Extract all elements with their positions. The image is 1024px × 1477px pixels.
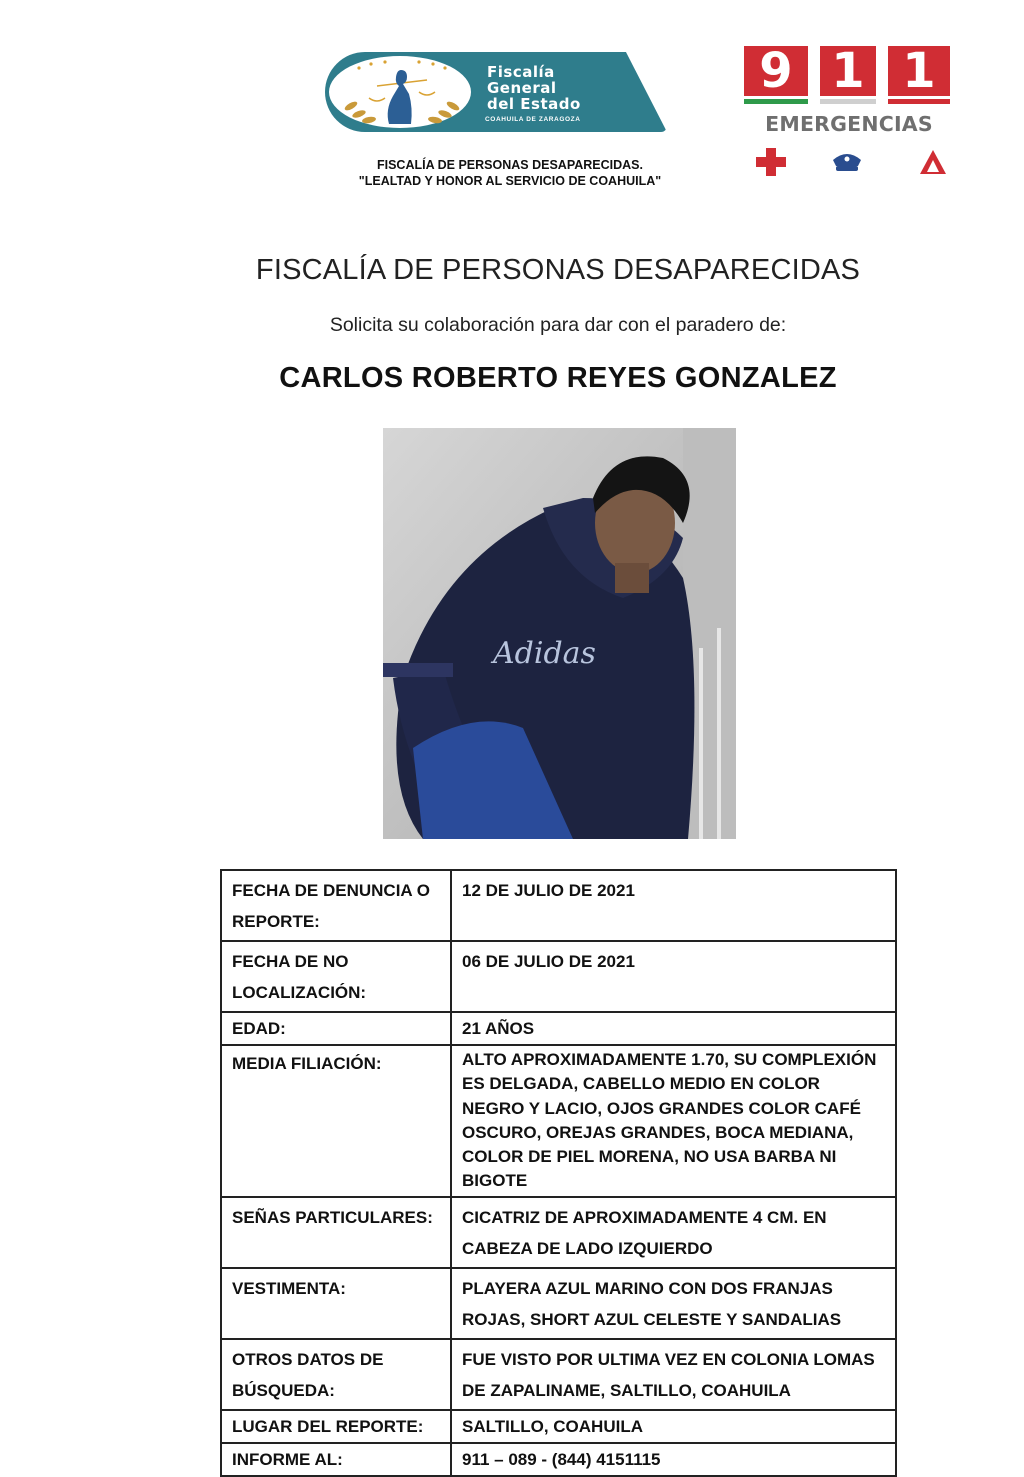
row-value: 911 – 089 - (844) 4151115 (451, 1443, 896, 1476)
row-label: OTROS DATOS DE BÚSQUEDA: (221, 1339, 451, 1410)
missing-person-name: CARLOS ROBERTO REYES GONZALEZ (279, 362, 837, 394)
red-stripe (888, 99, 950, 104)
table-row-edad (221, 1012, 896, 1045)
row-label: VESTIMENTA: (221, 1268, 451, 1339)
emergencias-911-logo (744, 43, 954, 181)
table-row-fecha-denuncia (221, 870, 896, 941)
row-label: EDAD: (221, 1012, 451, 1045)
white-stripe (820, 99, 876, 104)
logo-line-2: General (487, 79, 557, 97)
row-value: ALTO APROXIMADAMENTE 1.70, SU COMPLEXIÓN ES DELGADA, CABELLO MEDIO EN COLOR NEGRO Y LACIO, OJOS GRANDES COLOR CAFÉ OSCURO, OREJAS GRANDES, BOCA MEDIANA, COLOR DE PIEL MORENA, NO USA BARBA NI BIGOTE (451, 1045, 896, 1197)
missing-person-photo (383, 428, 736, 839)
caption-line-2: "LEALTAD Y HONOR AL SERVICIO DE COAHUILA" (358, 174, 662, 188)
row-label: MEDIA FILIACIÓN: (221, 1045, 451, 1197)
row-value: FUE VISTO POR ULTIMA VEZ EN COLONIA LOMAS DE ZAPALINAME, SALTILLO, COAHUILA (451, 1339, 896, 1410)
row-value: CICATRIZ DE APROXIMADAMENTE 4 CM. EN CABEZA DE LADO IZQUIERDO (451, 1197, 896, 1268)
row-value: SALTILLO, COAHUILA (451, 1410, 896, 1443)
green-stripe (744, 99, 808, 104)
row-value: 21 AÑOS (451, 1012, 896, 1045)
table-row-informe-al (221, 1443, 896, 1476)
fire-icon (916, 146, 950, 176)
row-label: INFORME AL: (221, 1443, 451, 1476)
request-text: Solicita su colaboración para dar con el paradero de: (329, 314, 787, 336)
fiscalia-logo-text (487, 64, 581, 112)
digit-1b: 1 (888, 46, 950, 96)
table-row-vestimenta (221, 1268, 896, 1339)
emergencias-text: EMERGENCIAS (765, 112, 933, 136)
table-row-media-filiacion (221, 1045, 896, 1197)
table-row-senas-particulares (221, 1197, 896, 1268)
row-value: 12 DE JULIO DE 2021 (451, 870, 896, 941)
row-value: 06 DE JULIO DE 2021 (451, 941, 896, 1012)
row-label: FECHA DE NO LOCALIZACIÓN: (221, 941, 451, 1012)
row-label: FECHA DE DENUNCIA O REPORTE: (221, 870, 451, 941)
page-title: FISCALÍA DE PERSONAS DESAPARECIDAS (255, 254, 861, 286)
svg-text:Adidas: Adidas (493, 636, 596, 671)
digit-9: 9 (744, 46, 808, 96)
row-label: SEÑAS PARTICULARES: (221, 1197, 451, 1268)
table-row-otros-datos (221, 1339, 896, 1410)
fiscalia-logo (325, 52, 667, 132)
police-cap-icon (830, 146, 864, 176)
logo-line-3: del Estado (487, 95, 581, 113)
row-label: LUGAR DEL REPORTE: (221, 1410, 451, 1443)
table-row-fecha-no-localizacion (221, 941, 896, 1012)
row-value: PLAYERA AZUL MARINO CON DOS FRANJAS ROJAS, SHORT AZUL CELESTE Y SANDALIAS (451, 1268, 896, 1339)
digit-1a: 1 (820, 46, 876, 96)
logo-subtitle: COAHUILA DE ZARAGOZA (485, 116, 581, 123)
cross-icon (754, 146, 788, 176)
header-caption (330, 157, 690, 189)
justice-emblem (327, 54, 473, 130)
missing-person-info-table (220, 869, 897, 1477)
table-row-lugar-reporte (221, 1410, 896, 1443)
caption-line-1: FISCALÍA DE PERSONAS DESAPARECIDAS. (376, 158, 643, 172)
logo-line-1: Fiscalía (487, 63, 555, 81)
